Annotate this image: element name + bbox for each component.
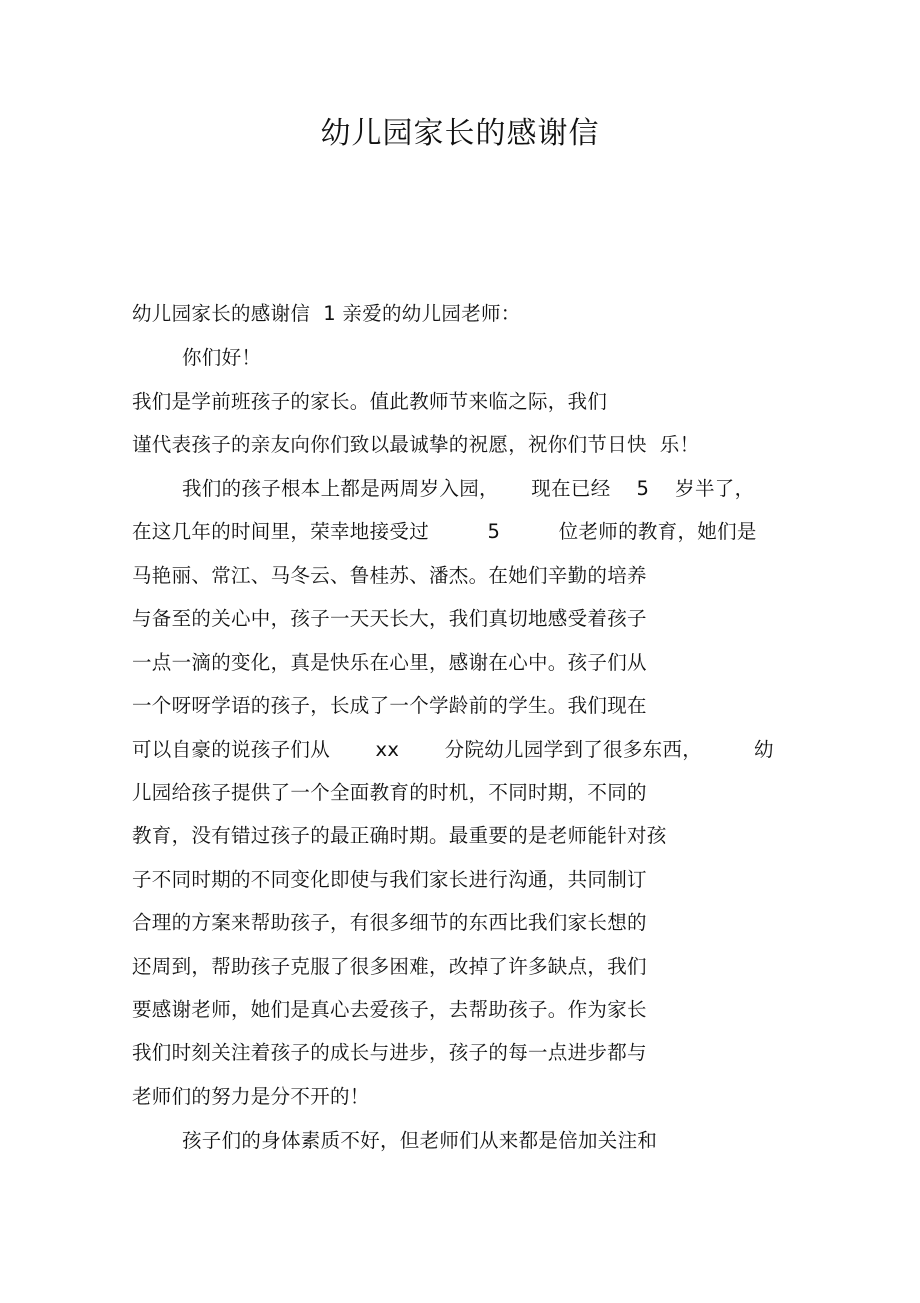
text-line: 要感谢老师，她们是真心去爱孩子，去帮助孩子。作为家长 bbox=[132, 998, 647, 1021]
text-line: 孩子们的身体素质不好，但老师们从来都是倍加关注和 bbox=[182, 1129, 658, 1152]
text-line: 教育，没有错过孩子的最正确时期。最重要的是老师能针对孩 bbox=[132, 824, 667, 847]
text-line: 可以自豪的说孩子们从 xx 分院幼儿园学到了很多东西， 幼 bbox=[132, 738, 774, 761]
text-line: 还周到，帮助孩子克服了很多困难，改掉了许多缺点，我们 bbox=[132, 955, 647, 978]
text-line-opening: 幼儿园家长的感谢信 1 亲爱的幼儿园老师： bbox=[132, 302, 521, 325]
letter-title: 幼儿园家长的感谢信 bbox=[320, 116, 600, 151]
text-line: 马艳丽、常江、马冬云、鲁桂苏、潘杰。在她们辛勤的培养 bbox=[132, 564, 647, 587]
text-line: 儿园给孩子提供了一个全面教育的时机，不同时期，不同的 bbox=[132, 781, 647, 804]
text-line: 老师们的努力是分不开的！ bbox=[132, 1085, 370, 1108]
text-line: 我们是学前班孩子的家长。值此教师节来临之际，我们 bbox=[132, 390, 608, 413]
text-line: 在这几年的时间里，荣幸地接受过 5 位老师的教育，她们是 bbox=[132, 520, 757, 543]
text-line: 一点一滴的变化，真是快乐在心里，感谢在心中。孩子们从 bbox=[132, 651, 647, 674]
text-line: 一个呀呀学语的孩子，长成了一个学龄前的学生。我们现在 bbox=[132, 694, 647, 717]
text-line: 我们时刻关注着孩子的成长与进步，孩子的每一点进步都与 bbox=[132, 1041, 647, 1064]
text-line: 谨代表孩子的亲友向你们致以最诚挚的祝愿，祝你们节日快 乐！ bbox=[132, 433, 700, 456]
text-line: 子不同时期的不同变化即使与我们家长进行沟通，共同制订 bbox=[132, 868, 647, 891]
text-line: 我们的孩子根本上都是两周岁入园， 现在已经 5 岁半了， bbox=[182, 477, 755, 500]
text-line: 与备至的关心中，孩子一天天长大，我们真切地感受着孩子 bbox=[132, 607, 647, 630]
text-line-greeting: 你们好！ bbox=[182, 346, 262, 369]
text-line: 合理的方案来帮助孩子，有很多细节的东西比我们家长想的 bbox=[132, 911, 647, 934]
